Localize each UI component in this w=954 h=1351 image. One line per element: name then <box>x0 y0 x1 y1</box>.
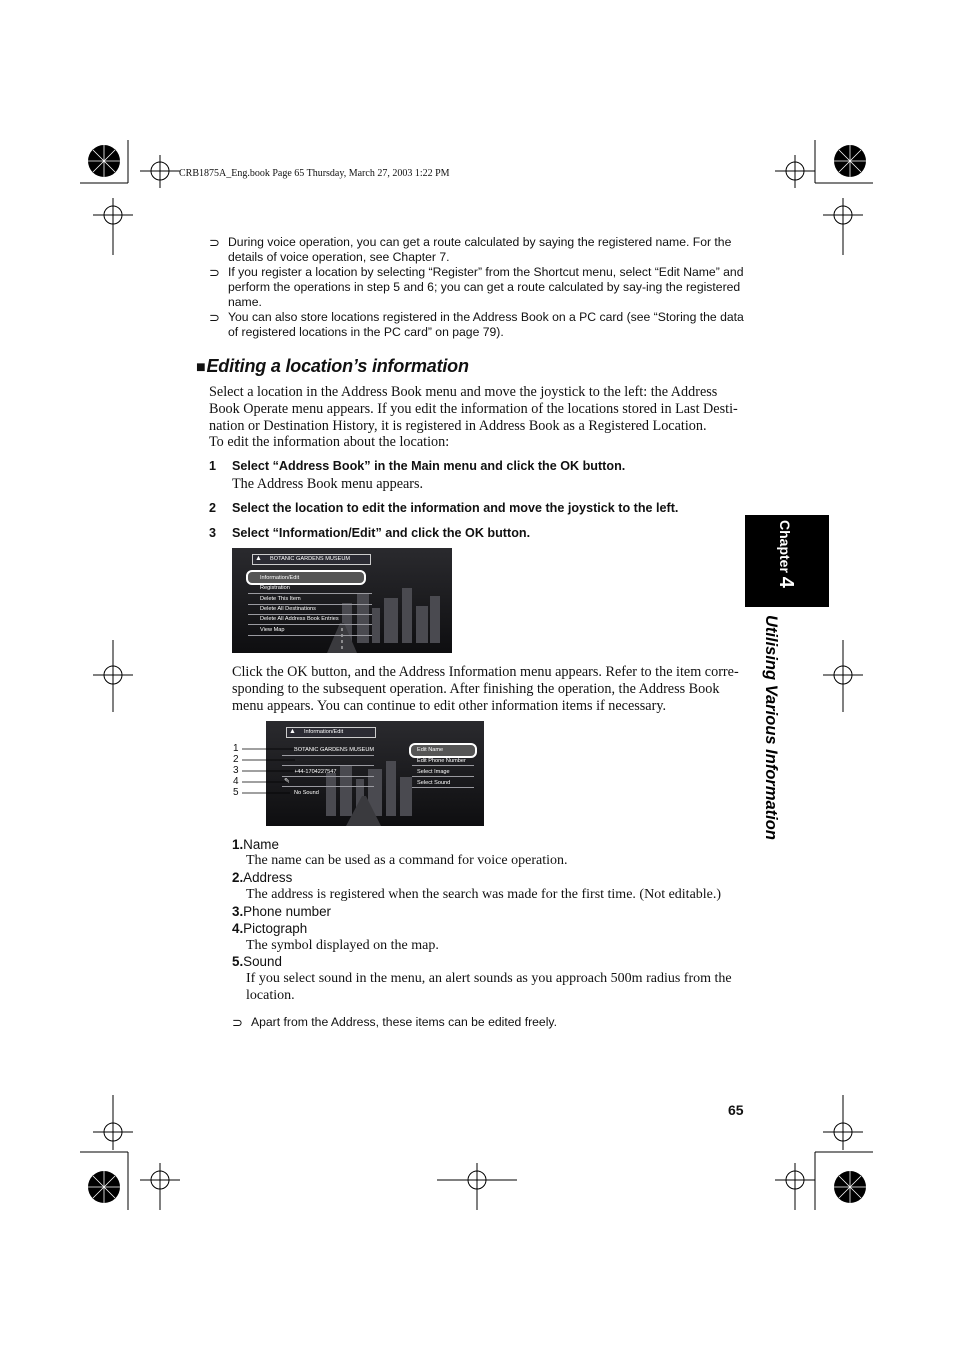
note-item <box>209 310 749 340</box>
item-description: The name can be used as a command for voice operation. <box>246 853 568 868</box>
after-screen-paragraph: Click the OK button, and the Address Information menu appears. Refer to the item corre-sponding to the subsequent operation. After finishing the operation, the Address Book menu appears. You can continue to edit other information items if necessary. <box>232 664 739 714</box>
item-heading: 1.Name <box>232 837 279 852</box>
menu-item[interactable]: Select Sound <box>417 780 451 786</box>
note-text: If you register a location by selecting “Register” from the Shortcut menu, select “Edit Name” and perform the operations in step 5 and 6; you can get a route calculated by say-ing the registered name. <box>228 265 744 309</box>
callout-number: 2 <box>233 754 239 765</box>
item-heading: 2.Address <box>232 870 293 885</box>
screen-title: BOTANIC GARDENS MUSEUM <box>270 556 351 562</box>
menu-item[interactable]: Information/Edit <box>260 575 300 581</box>
screen-title: Information/Edit <box>304 729 344 735</box>
callout-number: 5 <box>233 787 239 798</box>
step-number: 2 <box>209 501 217 515</box>
menu-item[interactable]: View Map <box>260 627 285 633</box>
note-arrow-icon: ⊃ <box>232 1015 243 1030</box>
item-description: If you select sound in the menu, an alert sounds as you approach 500m radius from the location. <box>246 971 732 1003</box>
callout-number: 1 <box>233 743 239 754</box>
note-text: You can also store locations registered in the Address Book on a PC card (see “Storing the data of registered locations in the PC card” on page 79). <box>228 310 744 339</box>
menu-item[interactable]: Delete All Destinations <box>260 606 316 612</box>
step-text: Select “Information/Edit” and click the OK button. <box>232 526 531 540</box>
item-description: The address is registered when the search was made for the first time. (Not editable.) <box>246 887 722 902</box>
square-bullet-icon: ■ <box>196 359 206 376</box>
page-number: 65 <box>728 1102 744 1118</box>
info-field[interactable]: BOTANIC GARDENS MUSEUM <box>294 747 375 753</box>
step-3 <box>209 526 749 540</box>
note-text: During voice operation, you can get a route calculated by saying the registered name. For the details of voice operation, see Chapter 7. <box>228 235 732 264</box>
callout-number: 4 <box>233 776 239 787</box>
info-field[interactable]: No Sound <box>294 790 319 796</box>
intro-paragraph: Select a location in the Address Book menu and move the joystick to the left: the Address Book Operate menu appears. If you edit the information of the locations stored in Last Desti-nation or Destination History, it is registered in Address Book as a Registered Location. <box>209 384 738 434</box>
note-item <box>209 265 749 310</box>
note-item <box>209 235 749 265</box>
map-pin-icon: ▲ <box>289 727 296 735</box>
callout-number: 3 <box>233 765 239 776</box>
step-text: Select “Address Book” in the Main menu and click the OK button. <box>232 459 626 473</box>
step-number: 1 <box>209 459 217 473</box>
section-title <box>196 356 469 377</box>
chapter-label: Chapter 4 <box>775 520 797 588</box>
callout-numbers <box>233 743 239 798</box>
note-arrow-icon: ⊃ <box>209 235 220 250</box>
menu-item[interactable]: Edit Name <box>417 747 444 753</box>
item-heading: 3.Phone number <box>232 904 332 919</box>
item-heading: 5.Sound <box>232 954 282 969</box>
note-arrow-icon: ⊃ <box>209 265 220 280</box>
print-header: CRB1875A_Eng.book Page 65 Thursday, March 27, 2003 1:22 PM <box>179 168 450 179</box>
menu-item[interactable]: Delete This Item <box>260 596 301 602</box>
step-number: 3 <box>209 526 217 540</box>
note-text: Apart from the Address, these items can be edited freely. <box>251 1015 557 1029</box>
step-1 <box>209 459 749 473</box>
item-heading: 4.Pictograph <box>232 921 308 936</box>
intro-paragraph-2: To edit the information about the location: <box>209 434 450 450</box>
menu-item[interactable]: Delete All Address Book Entries <box>260 616 339 622</box>
menu-item[interactable]: Edit Phone Number <box>417 758 466 764</box>
map-pin-icon: ▲ <box>255 554 262 562</box>
item-description: The symbol displayed on the map. <box>246 938 439 953</box>
menu-item[interactable]: Registration <box>260 585 290 591</box>
info-field[interactable]: +44-1704227547 <box>294 769 337 775</box>
chapter-title: Utilising Various Information <box>762 615 780 840</box>
step-text: Select the location to edit the information and move the joystick to the left. <box>232 501 679 515</box>
callout-lines <box>240 743 300 803</box>
step-1-result: The Address Book menu appears. <box>232 476 424 492</box>
note-item <box>232 1015 749 1030</box>
section-title-text: Editing a location’s information <box>206 356 469 376</box>
address-book-operate-screenshot <box>232 548 452 653</box>
step-2 <box>209 501 749 515</box>
pictograph-icon: ✎ <box>284 777 290 785</box>
note-arrow-icon: ⊃ <box>209 310 220 325</box>
menu-item[interactable]: Select Image <box>417 769 450 775</box>
